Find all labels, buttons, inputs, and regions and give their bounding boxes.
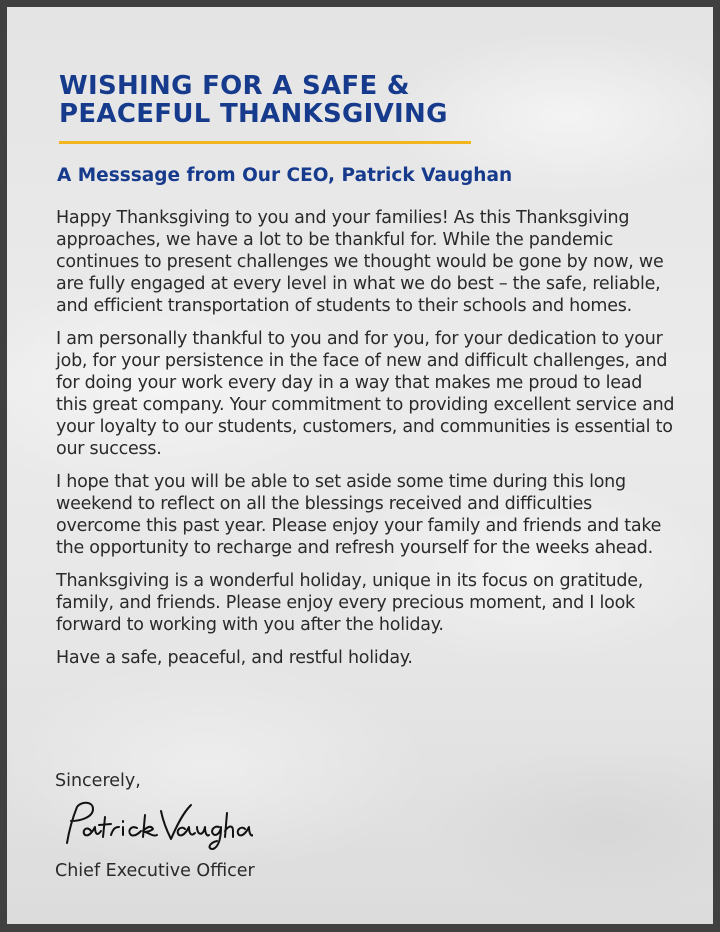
letter-title: WISHING FOR A SAFE & PEACEFUL THANKSGIVING bbox=[59, 71, 448, 129]
handwritten-signature bbox=[53, 795, 253, 851]
closing: Sincerely, bbox=[55, 771, 141, 791]
paragraph-2: I am personally thankful to you and for you, for your dedication to your job, for your persistence in the face of new and difficult challenges, and for doing your work every day in a way that makes me proud to lead this great company. Your commitment to providing excellent service and your loyalty to our students, customers, and communities is essential to our success. bbox=[56, 329, 675, 459]
paragraph-5: Have a safe, peaceful, and restful holiday. bbox=[56, 648, 413, 668]
paragraph-3: I hope that you will be able to set aside some time during this long weekend to reflect on all the blessings received and difficulties overcome this past year. Please enjoy your family and friends and take the opportunity to recharge and refresh yourself for the weeks ahead. bbox=[56, 472, 662, 558]
signer-title: Chief Executive Officer bbox=[55, 861, 255, 881]
letter-page bbox=[7, 7, 713, 924]
paragraph-4: Thanksgiving is a wonderful holiday, unique in its focus on gratitude, family, and friends. Please enjoy every precious moment, and I look forward to working with you after the holiday. bbox=[56, 571, 644, 635]
title-underline bbox=[59, 141, 471, 144]
paragraph-1: Happy Thanksgiving to you and your families! As this Thanksgiving approaches, we have a lot to be thankful for. While the pandemic continues to present challenges we thought would be gone by now, we are fully engaged at every level in what we do best – the safe, reliable, and efficient transportation of students to their schools and homes. bbox=[56, 208, 664, 316]
letter-subtitle: A Messsage from Our CEO, Patrick Vaughan bbox=[57, 165, 513, 186]
letter-body bbox=[56, 207, 676, 680]
